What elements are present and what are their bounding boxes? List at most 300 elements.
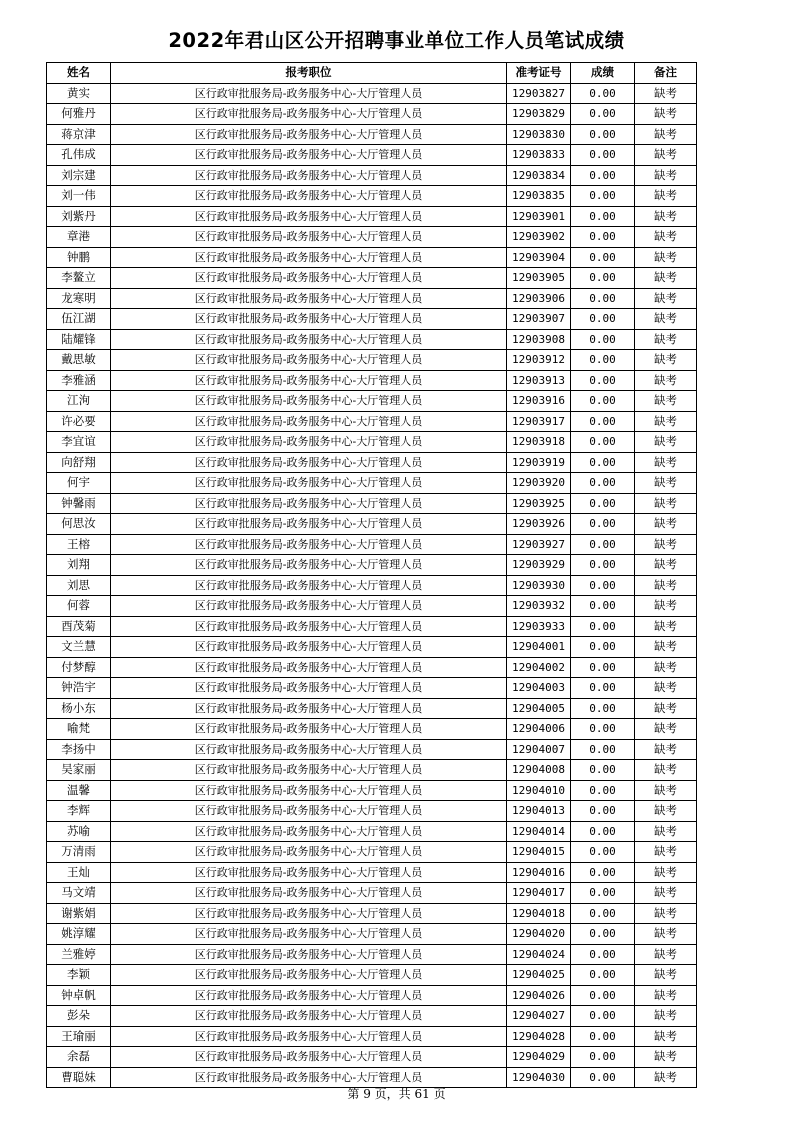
cell-position: 区行政审批服务局-政务服务中心-大厅管理人员: [111, 268, 507, 289]
header-note: 备注: [635, 63, 697, 84]
cell-position: 区行政审批服务局-政务服务中心-大厅管理人员: [111, 411, 507, 432]
cell-note: 缺考: [635, 1047, 697, 1068]
cell-exam-id: 12904018: [507, 903, 571, 924]
page-title: 2022年君山区公开招聘事业单位工作人员笔试成绩: [168, 29, 625, 52]
cell-position: 区行政审批服务局-政务服务中心-大厅管理人员: [111, 924, 507, 945]
cell-exam-id: 12904006: [507, 719, 571, 740]
table-row: [47, 104, 697, 125]
cell-exam-id: 12903912: [507, 350, 571, 371]
cell-name: 酉茂菊: [47, 616, 111, 637]
cell-score: 0.00: [571, 227, 635, 248]
cell-name: 李扬中: [47, 739, 111, 760]
cell-position: 区行政审批服务局-政务服务中心-大厅管理人员: [111, 842, 507, 863]
cell-score: 0.00: [571, 883, 635, 904]
cell-exam-id: 12904016: [507, 862, 571, 883]
cell-position: 区行政审批服务局-政务服务中心-大厅管理人员: [111, 965, 507, 986]
cell-note: 缺考: [635, 493, 697, 514]
cell-name: 苏喻: [47, 821, 111, 842]
cell-score: 0.00: [571, 165, 635, 186]
cell-position: 区行政审批服务局-政务服务中心-大厅管理人员: [111, 473, 507, 494]
cell-name: 刘宗建: [47, 165, 111, 186]
table-row: [47, 288, 697, 309]
cell-score: 0.00: [571, 555, 635, 576]
cell-position: 区行政审批服务局-政务服务中心-大厅管理人员: [111, 657, 507, 678]
cell-name: 杨小东: [47, 698, 111, 719]
cell-score: 0.00: [571, 534, 635, 555]
cell-position: 区行政审批服务局-政务服务中心-大厅管理人员: [111, 575, 507, 596]
cell-position: 区行政审批服务局-政务服务中心-大厅管理人员: [111, 124, 507, 145]
cell-exam-id: 12903932: [507, 596, 571, 617]
cell-score: 0.00: [571, 247, 635, 268]
cell-score: 0.00: [571, 985, 635, 1006]
cell-exam-id: 12903916: [507, 391, 571, 412]
cell-score: 0.00: [571, 760, 635, 781]
table-row: [47, 350, 697, 371]
cell-exam-id: 12903925: [507, 493, 571, 514]
cell-exam-id: 12903908: [507, 329, 571, 350]
cell-score: 0.00: [571, 801, 635, 822]
cell-position: 区行政审批服务局-政务服务中心-大厅管理人员: [111, 432, 507, 453]
cell-name: 许必要: [47, 411, 111, 432]
cell-exam-id: 12903901: [507, 206, 571, 227]
cell-exam-id: 12903833: [507, 145, 571, 166]
cell-position: 区行政审批服务局-政务服务中心-大厅管理人员: [111, 698, 507, 719]
cell-exam-id: 12903920: [507, 473, 571, 494]
cell-position: 区行政审批服务局-政务服务中心-大厅管理人员: [111, 186, 507, 207]
cell-position: 区行政审批服务局-政务服务中心-大厅管理人员: [111, 206, 507, 227]
cell-position: 区行政审批服务局-政务服务中心-大厅管理人员: [111, 616, 507, 637]
cell-score: 0.00: [571, 206, 635, 227]
table-row: [47, 985, 697, 1006]
cell-score: 0.00: [571, 329, 635, 350]
cell-note: 缺考: [635, 637, 697, 658]
cell-note: 缺考: [635, 780, 697, 801]
cell-position: 区行政审批服务局-政务服务中心-大厅管理人员: [111, 165, 507, 186]
cell-exam-id: 12903918: [507, 432, 571, 453]
table-row: [47, 1047, 697, 1068]
table-row: [47, 493, 697, 514]
cell-name: 孔伟成: [47, 145, 111, 166]
cell-exam-id: 12904027: [507, 1006, 571, 1027]
cell-name: 文兰慧: [47, 637, 111, 658]
header-score: 成绩: [571, 63, 635, 84]
cell-exam-id: 12903902: [507, 227, 571, 248]
table-row: [47, 247, 697, 268]
cell-exam-id: 12904008: [507, 760, 571, 781]
cell-position: 区行政审批服务局-政务服务中心-大厅管理人员: [111, 145, 507, 166]
table-row: [47, 473, 697, 494]
cell-name: 钟馨雨: [47, 493, 111, 514]
cell-note: 缺考: [635, 739, 697, 760]
results-table: [46, 62, 697, 1088]
cell-note: 缺考: [635, 965, 697, 986]
cell-name: 王灿: [47, 862, 111, 883]
cell-note: 缺考: [635, 596, 697, 617]
cell-exam-id: 12904014: [507, 821, 571, 842]
cell-name: 彭朵: [47, 1006, 111, 1027]
cell-exam-id: 12904020: [507, 924, 571, 945]
cell-exam-id: 12903913: [507, 370, 571, 391]
cell-name: 黄实: [47, 83, 111, 104]
table-row: [47, 514, 697, 535]
table-row: [47, 186, 697, 207]
cell-score: 0.00: [571, 637, 635, 658]
cell-exam-id: 12903926: [507, 514, 571, 535]
cell-name: 龙寒明: [47, 288, 111, 309]
cell-note: 缺考: [635, 391, 697, 412]
header-exam-id: 准考证号: [507, 63, 571, 84]
table-row: [47, 616, 697, 637]
table-row: [47, 534, 697, 555]
cell-name: 兰雅婷: [47, 944, 111, 965]
cell-position: 区行政审批服务局-政务服务中心-大厅管理人员: [111, 821, 507, 842]
table-row: [47, 883, 697, 904]
table-row: [47, 801, 697, 822]
cell-name: 刘思: [47, 575, 111, 596]
table-row: [47, 862, 697, 883]
cell-note: 缺考: [635, 350, 697, 371]
cell-position: 区行政审批服务局-政务服务中心-大厅管理人员: [111, 637, 507, 658]
cell-position: 区行政审批服务局-政务服务中心-大厅管理人员: [111, 83, 507, 104]
cell-note: 缺考: [635, 83, 697, 104]
cell-score: 0.00: [571, 903, 635, 924]
cell-name: 万清雨: [47, 842, 111, 863]
cell-note: 缺考: [635, 944, 697, 965]
cell-score: 0.00: [571, 288, 635, 309]
table-row: [47, 637, 697, 658]
cell-note: 缺考: [635, 247, 697, 268]
cell-score: 0.00: [571, 145, 635, 166]
table-row: [47, 1006, 697, 1027]
cell-score: 0.00: [571, 350, 635, 371]
cell-exam-id: 12904017: [507, 883, 571, 904]
cell-name: 伍江湖: [47, 309, 111, 330]
cell-exam-id: 12904028: [507, 1026, 571, 1047]
cell-position: 区行政审批服务局-政务服务中心-大厅管理人员: [111, 596, 507, 617]
cell-name: 何蓉: [47, 596, 111, 617]
cell-note: 缺考: [635, 985, 697, 1006]
cell-note: 缺考: [635, 309, 697, 330]
cell-exam-id: 12903933: [507, 616, 571, 637]
cell-name: 蒋京津: [47, 124, 111, 145]
cell-name: 王榕: [47, 534, 111, 555]
cell-score: 0.00: [571, 1026, 635, 1047]
cell-exam-id: 12903827: [507, 83, 571, 104]
cell-note: 缺考: [635, 698, 697, 719]
cell-name: 温馨: [47, 780, 111, 801]
table-row: [47, 227, 697, 248]
cell-position: 区行政审批服务局-政务服务中心-大厅管理人员: [111, 104, 507, 125]
cell-name: 何雅丹: [47, 104, 111, 125]
cell-name: 刘一伟: [47, 186, 111, 207]
table-row: [47, 678, 697, 699]
cell-note: 缺考: [635, 821, 697, 842]
cell-name: 何思汝: [47, 514, 111, 535]
cell-note: 缺考: [635, 1067, 697, 1088]
cell-note: 缺考: [635, 473, 697, 494]
cell-position: 区行政审批服务局-政务服务中心-大厅管理人员: [111, 1067, 507, 1088]
cell-exam-id: 12904003: [507, 678, 571, 699]
cell-exam-id: 12904007: [507, 739, 571, 760]
table-row: [47, 739, 697, 760]
cell-position: 区行政审批服务局-政务服务中心-大厅管理人员: [111, 391, 507, 412]
cell-position: 区行政审批服务局-政务服务中心-大厅管理人员: [111, 555, 507, 576]
cell-name: 马文靖: [47, 883, 111, 904]
cell-score: 0.00: [571, 821, 635, 842]
cell-name: 钟卓帆: [47, 985, 111, 1006]
cell-note: 缺考: [635, 801, 697, 822]
table-row: [47, 903, 697, 924]
cell-note: 缺考: [635, 678, 697, 699]
cell-note: 缺考: [635, 370, 697, 391]
table-row: [47, 657, 697, 678]
cell-score: 0.00: [571, 1047, 635, 1068]
cell-exam-id: 12904029: [507, 1047, 571, 1068]
cell-note: 缺考: [635, 268, 697, 289]
cell-note: 缺考: [635, 760, 697, 781]
cell-exam-id: 12903830: [507, 124, 571, 145]
cell-name: 余磊: [47, 1047, 111, 1068]
cell-exam-id: 12904024: [507, 944, 571, 965]
cell-score: 0.00: [571, 391, 635, 412]
cell-score: 0.00: [571, 268, 635, 289]
cell-name: 钟鹏: [47, 247, 111, 268]
cell-name: 李辉: [47, 801, 111, 822]
table-header-row: [47, 63, 697, 84]
table-row: [47, 924, 697, 945]
header-position: 报考职位: [111, 63, 507, 84]
cell-name: 刘翔: [47, 555, 111, 576]
cell-note: 缺考: [635, 657, 697, 678]
cell-name: 李颖: [47, 965, 111, 986]
table-row: [47, 165, 697, 186]
cell-exam-id: 12903834: [507, 165, 571, 186]
cell-exam-id: 12903905: [507, 268, 571, 289]
cell-score: 0.00: [571, 432, 635, 453]
cell-position: 区行政审批服务局-政务服务中心-大厅管理人员: [111, 493, 507, 514]
cell-name: 姚淳耀: [47, 924, 111, 945]
cell-position: 区行政审批服务局-政务服务中心-大厅管理人员: [111, 247, 507, 268]
table-row: [47, 555, 697, 576]
cell-score: 0.00: [571, 411, 635, 432]
cell-note: 缺考: [635, 124, 697, 145]
cell-score: 0.00: [571, 616, 635, 637]
cell-position: 区行政审批服务局-政务服务中心-大厅管理人员: [111, 739, 507, 760]
cell-exam-id: 12903917: [507, 411, 571, 432]
table-row: [47, 944, 697, 965]
cell-exam-id: 12903929: [507, 555, 571, 576]
table-row: [47, 821, 697, 842]
cell-note: 缺考: [635, 452, 697, 473]
cell-exam-id: 12903835: [507, 186, 571, 207]
cell-position: 区行政审批服务局-政务服务中心-大厅管理人员: [111, 760, 507, 781]
table-row: [47, 391, 697, 412]
cell-score: 0.00: [571, 83, 635, 104]
cell-position: 区行政审批服务局-政务服务中心-大厅管理人员: [111, 862, 507, 883]
cell-position: 区行政审批服务局-政务服务中心-大厅管理人员: [111, 678, 507, 699]
cell-note: 缺考: [635, 145, 697, 166]
cell-name: 王瑜丽: [47, 1026, 111, 1047]
cell-exam-id: 12903904: [507, 247, 571, 268]
table-row: [47, 83, 697, 104]
cell-note: 缺考: [635, 165, 697, 186]
cell-note: 缺考: [635, 555, 697, 576]
cell-name: 喻梵: [47, 719, 111, 740]
cell-score: 0.00: [571, 1067, 635, 1088]
cell-score: 0.00: [571, 924, 635, 945]
cell-note: 缺考: [635, 514, 697, 535]
table-row: [47, 145, 697, 166]
cell-exam-id: 12904001: [507, 637, 571, 658]
page-footer: 第 9 页，共 61 页: [347, 1087, 446, 1101]
cell-exam-id: 12904013: [507, 801, 571, 822]
cell-position: 区行政审批服务局-政务服务中心-大厅管理人员: [111, 370, 507, 391]
cell-name: 曹聪妹: [47, 1067, 111, 1088]
table-row: [47, 965, 697, 986]
table-row: [47, 432, 697, 453]
cell-name: 戴思敏: [47, 350, 111, 371]
cell-score: 0.00: [571, 862, 635, 883]
cell-position: 区行政审批服务局-政务服务中心-大厅管理人员: [111, 309, 507, 330]
cell-exam-id: 12903927: [507, 534, 571, 555]
cell-note: 缺考: [635, 186, 697, 207]
cell-score: 0.00: [571, 842, 635, 863]
cell-position: 区行政审批服务局-政务服务中心-大厅管理人员: [111, 801, 507, 822]
cell-score: 0.00: [571, 104, 635, 125]
table-row: [47, 268, 697, 289]
cell-exam-id: 12903906: [507, 288, 571, 309]
cell-name: 何宇: [47, 473, 111, 494]
cell-score: 0.00: [571, 575, 635, 596]
cell-score: 0.00: [571, 719, 635, 740]
cell-position: 区行政审批服务局-政务服务中心-大厅管理人员: [111, 944, 507, 965]
cell-score: 0.00: [571, 493, 635, 514]
cell-exam-id: 12904010: [507, 780, 571, 801]
table-row: [47, 1026, 697, 1047]
table-row: [47, 698, 697, 719]
cell-note: 缺考: [635, 288, 697, 309]
cell-note: 缺考: [635, 903, 697, 924]
table-row: [47, 719, 697, 740]
cell-score: 0.00: [571, 370, 635, 391]
cell-exam-id: 12903930: [507, 575, 571, 596]
cell-score: 0.00: [571, 186, 635, 207]
cell-score: 0.00: [571, 124, 635, 145]
cell-position: 区行政审批服务局-政务服务中心-大厅管理人员: [111, 534, 507, 555]
cell-score: 0.00: [571, 965, 635, 986]
cell-name: 江洵: [47, 391, 111, 412]
table-row: [47, 206, 697, 227]
table-row: [47, 411, 697, 432]
cell-name: 陆耀锋: [47, 329, 111, 350]
table-row: [47, 780, 697, 801]
cell-score: 0.00: [571, 452, 635, 473]
cell-note: 缺考: [635, 616, 697, 637]
cell-position: 区行政审批服务局-政务服务中心-大厅管理人员: [111, 903, 507, 924]
cell-exam-id: 12904002: [507, 657, 571, 678]
table-row: [47, 309, 697, 330]
cell-note: 缺考: [635, 329, 697, 350]
cell-note: 缺考: [635, 883, 697, 904]
table-row: [47, 452, 697, 473]
table-row: [47, 575, 697, 596]
cell-note: 缺考: [635, 534, 697, 555]
cell-note: 缺考: [635, 432, 697, 453]
cell-position: 区行政审批服务局-政务服务中心-大厅管理人员: [111, 719, 507, 740]
cell-name: 李鳌立: [47, 268, 111, 289]
cell-score: 0.00: [571, 473, 635, 494]
cell-exam-id: 12904005: [507, 698, 571, 719]
cell-note: 缺考: [635, 206, 697, 227]
table-row: [47, 124, 697, 145]
table-row: [47, 329, 697, 350]
cell-position: 区行政审批服务局-政务服务中心-大厅管理人员: [111, 452, 507, 473]
cell-name: 向舒翔: [47, 452, 111, 473]
cell-position: 区行政审批服务局-政务服务中心-大厅管理人员: [111, 350, 507, 371]
cell-position: 区行政审批服务局-政务服务中心-大厅管理人员: [111, 1006, 507, 1027]
header-name: 姓名: [47, 63, 111, 84]
cell-note: 缺考: [635, 924, 697, 945]
cell-position: 区行政审批服务局-政务服务中心-大厅管理人员: [111, 1026, 507, 1047]
cell-score: 0.00: [571, 309, 635, 330]
cell-score: 0.00: [571, 657, 635, 678]
cell-score: 0.00: [571, 739, 635, 760]
cell-exam-id: 12903829: [507, 104, 571, 125]
cell-name: 章港: [47, 227, 111, 248]
table-row: [47, 760, 697, 781]
cell-exam-id: 12904015: [507, 842, 571, 863]
cell-note: 缺考: [635, 575, 697, 596]
cell-exam-id: 12904030: [507, 1067, 571, 1088]
cell-name: 付梦醇: [47, 657, 111, 678]
cell-note: 缺考: [635, 227, 697, 248]
cell-position: 区行政审批服务局-政务服务中心-大厅管理人员: [111, 288, 507, 309]
cell-note: 缺考: [635, 1026, 697, 1047]
cell-note: 缺考: [635, 719, 697, 740]
cell-exam-id: 12904025: [507, 965, 571, 986]
cell-position: 区行政审批服务局-政务服务中心-大厅管理人员: [111, 985, 507, 1006]
cell-score: 0.00: [571, 514, 635, 535]
table-row: [47, 370, 697, 391]
cell-name: 刘紫丹: [47, 206, 111, 227]
cell-exam-id: 12903919: [507, 452, 571, 473]
cell-name: 李雅涵: [47, 370, 111, 391]
cell-note: 缺考: [635, 1006, 697, 1027]
cell-score: 0.00: [571, 698, 635, 719]
cell-position: 区行政审批服务局-政务服务中心-大厅管理人员: [111, 227, 507, 248]
cell-position: 区行政审批服务局-政务服务中心-大厅管理人员: [111, 329, 507, 350]
cell-name: 吴家丽: [47, 760, 111, 781]
cell-position: 区行政审批服务局-政务服务中心-大厅管理人员: [111, 514, 507, 535]
cell-position: 区行政审批服务局-政务服务中心-大厅管理人员: [111, 883, 507, 904]
cell-score: 0.00: [571, 678, 635, 699]
cell-score: 0.00: [571, 1006, 635, 1027]
cell-score: 0.00: [571, 944, 635, 965]
cell-name: 谢紫娟: [47, 903, 111, 924]
cell-note: 缺考: [635, 862, 697, 883]
cell-note: 缺考: [635, 842, 697, 863]
cell-score: 0.00: [571, 780, 635, 801]
table-body: [47, 83, 697, 1088]
cell-position: 区行政审批服务局-政务服务中心-大厅管理人员: [111, 780, 507, 801]
cell-note: 缺考: [635, 411, 697, 432]
cell-exam-id: 12903907: [507, 309, 571, 330]
table-row: [47, 842, 697, 863]
cell-exam-id: 12904026: [507, 985, 571, 1006]
cell-position: 区行政审批服务局-政务服务中心-大厅管理人员: [111, 1047, 507, 1068]
table-row: [47, 596, 697, 617]
cell-note: 缺考: [635, 104, 697, 125]
